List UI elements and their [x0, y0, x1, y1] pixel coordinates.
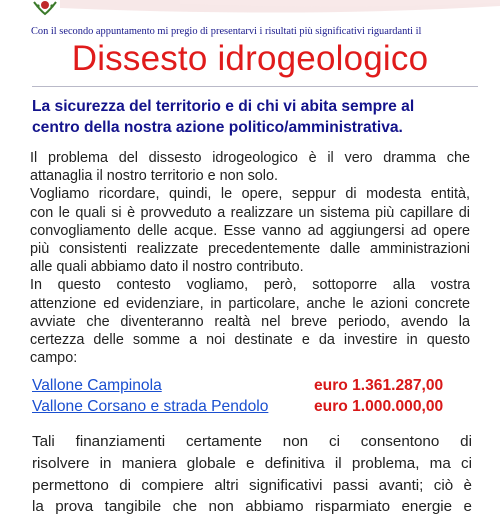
funding-item [32, 398, 472, 419]
title-divider [32, 86, 478, 87]
page-title: Dissesto idrogeologico [71, 39, 429, 78]
funding-item [32, 377, 472, 398]
closing-line: risolvere in maniera globale e definitiva il problema, ma ci [32, 454, 472, 472]
closing-line: Tali finanziamenti certamente non ci consentono di [32, 433, 472, 450]
body-line: convogliamento delle acque. Esse vanno ad aggiungersi ad opere [30, 222, 470, 239]
subtitle [32, 96, 480, 138]
closing-line: permettono di compiere altri significativi passi avanti; ciò è [32, 476, 472, 494]
body-line: Vogliamo ricordare, quindi, le opere, seppur di modesta entità, [30, 186, 470, 203]
funding-amount: euro 1.000.000,00 [314, 398, 444, 415]
body-paragraphs [30, 149, 470, 367]
body-line: attenzione ed evidenziare, in particolare, anche le azioni concrete [30, 295, 470, 312]
body-line: certezza delle somme a noi destinate e da investire in questo [30, 331, 470, 348]
body-line: campo: [30, 350, 78, 367]
closing-paragraph [32, 431, 472, 518]
tricolor-ribbon [0, 0, 500, 26]
funding-project-link[interactable]: Vallone Corsano e strada Pendolo [32, 398, 269, 415]
closing-line: la prova tangibile che non abbiamo risparmiato energie e [32, 498, 472, 516]
municipal-emblem-icon [32, 0, 58, 18]
funding-project-link[interactable]: Vallone Campinola [32, 377, 162, 394]
funding-list [32, 377, 472, 419]
body-line: con le quali si è provveduto a realizzare un sistema più capillare di [30, 204, 470, 221]
body-line: avviate che diventeranno realtà nel breve periodo, avendo la [30, 313, 470, 330]
body-line: più consistenti realizzate precedentemente dalle amministrazioni [30, 240, 470, 257]
funding-amount: euro 1.361.287,00 [314, 377, 444, 394]
body-line: In questo contesto vogliamo, però, sottoporre alla vostra [30, 277, 470, 294]
body-line: alle quali abbiamo dato il nostro contributo. [30, 259, 304, 276]
body-line: Il problema del dissesto idrogeologico è il vero dramma che [30, 150, 470, 166]
body-line: attanaglia il nostro territorio e non solo. [30, 168, 278, 185]
subtitle-line: centro della nostra azione politico/amministrativa. [32, 119, 403, 136]
subtitle-line: La sicurezza del territorio e di chi vi abita sempre al [32, 98, 415, 115]
intro-text: Con il secondo appuntamento mi pregio di presentarvi i risultati più significativi riguardanti il [31, 26, 422, 37]
